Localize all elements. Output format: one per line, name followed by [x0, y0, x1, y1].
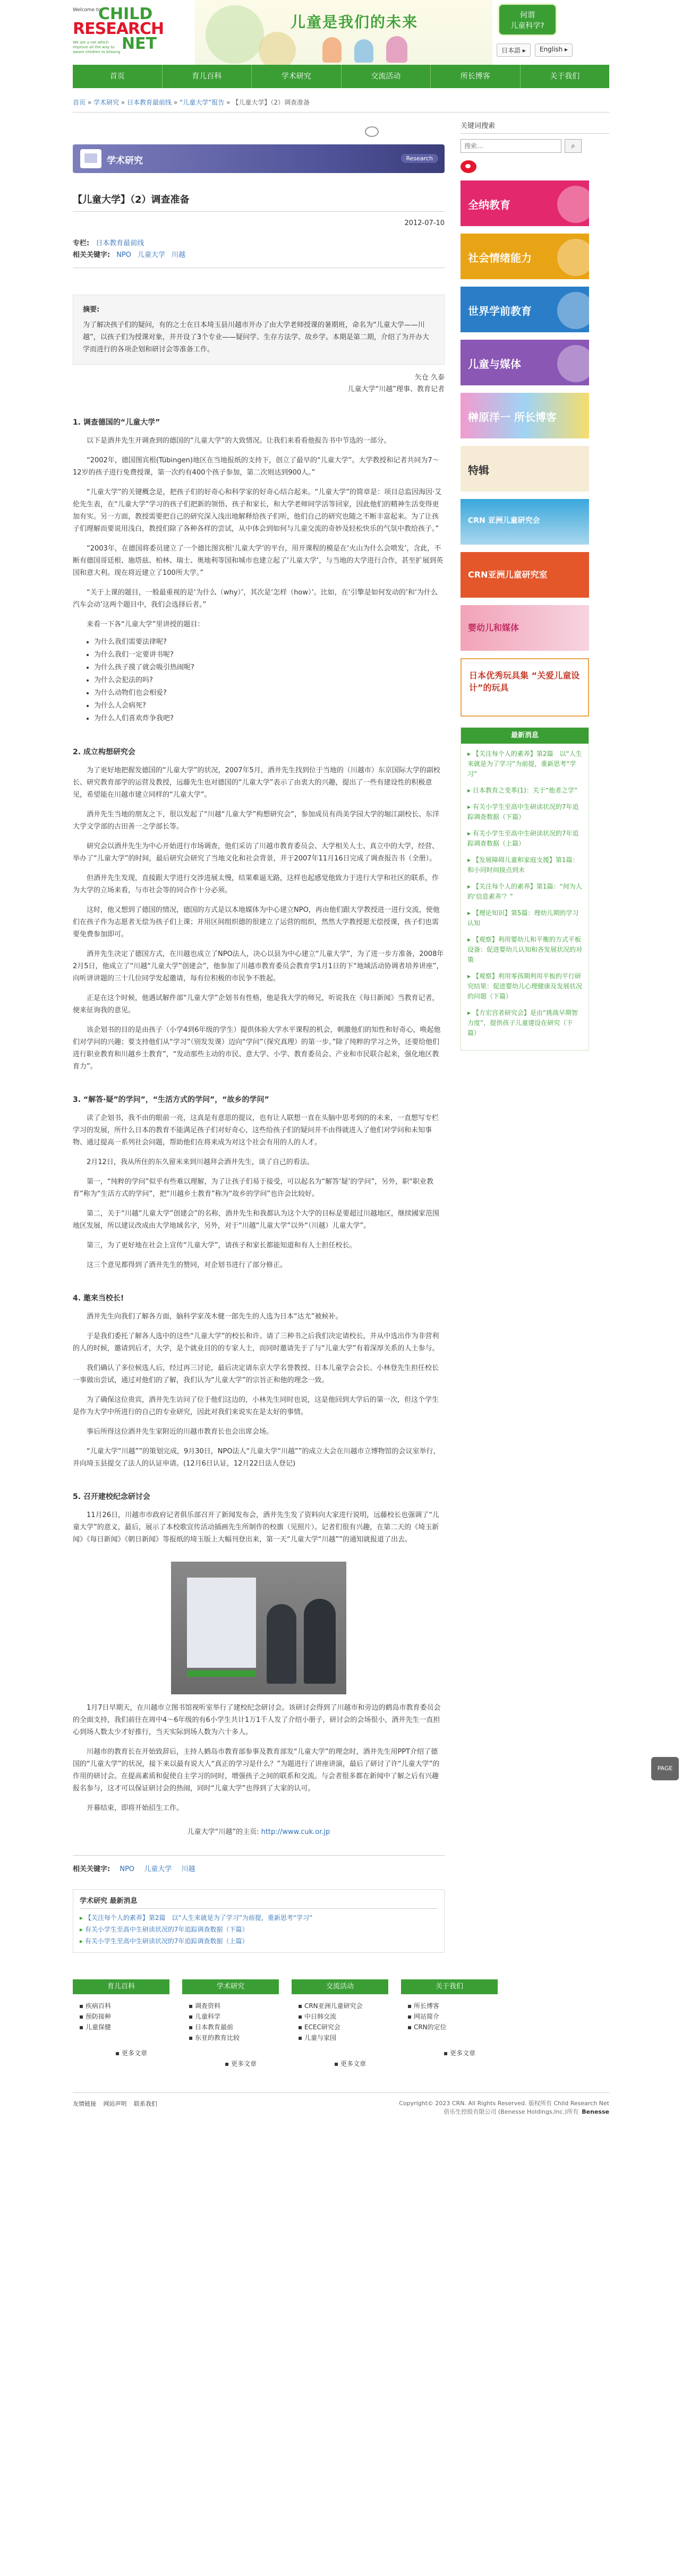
breadcrumb-home[interactable]: 首页	[73, 99, 86, 106]
tags-label: 相关关键字:	[73, 1865, 110, 1873]
banner-decoration	[557, 239, 589, 276]
paragraph: “2003年，在德国将委员建立了一个德比图宾根‘儿童大学’的平台，用开课程的模是在‘火山为什么会喷发’，含此，不断有德国哥廷根、施塔兹、柏林、瑞士、奥地利等国和城市也建立起了‘儿童大学’，与当地的大学进行合作，甚至扩展到英国和意大利。现在将近建立了100所大学。”	[73, 545, 444, 577]
footer-col-parenting	[73, 1979, 169, 2068]
site-header	[73, 0, 609, 65]
footer-list	[73, 2001, 169, 2032]
footer-contact[interactable]: 联系我们	[134, 2100, 157, 2107]
banner-label: 特辑	[468, 464, 489, 477]
footer-friend-links[interactable]: 友情链接	[73, 2100, 96, 2107]
banner-label: CRN亚洲儿童研究室	[468, 570, 548, 580]
paragraph: 1月7日早期天，在川越市立图书馆视听室举行了建校纪念研讨会。该研讨会得到了川越市和旁边的鹤岛市教育委员会的全面支持，我们前往在周中4〜6年级的有6小学生共计1万1千人发了介绍小册子，研讨会的会场很小，酒井先生一直担心到场人数太少才好推行，当天实际到场人数为六十多人。	[73, 1704, 441, 1736]
paragraph: 11月26日，川越市市政府记者俱乐部召开了新闻发布会，酒井先生发了资料向大家进行说明，远藤校长也强调了“儿童大学”的意义，最后，展示了本校歌宣传活动插画先生所制作的校旗（见照片）。记者们很有兴趣，在第二天的《埼玉新闻》《每日新闻》《朝日新闻》等报纸的埼玉版上大幅刊登出来，第一天“儿童大学“川越””的通知就报道了出去。	[73, 1511, 439, 1544]
main-nav	[73, 65, 609, 88]
company-text: 倍乐生控股有限公司 (Benesse Holdings,Inc.)所有	[444, 2108, 579, 2115]
latest-item[interactable]: ▸ 【关注每个人的素养】第2篇 以“人生来就是为了学习”为前提，重新思考“学习”	[80, 1912, 438, 1924]
footer-link[interactable]: ▪ 日本教育最前	[189, 2022, 279, 2032]
paragraph: 该企划书的目的是由孩子（小学4到6年级的学生）提供体验大学水平课程的机会，刺激他们的知性和好奇心，唤起他们对学问的兴趣；要支持他们从“学习”（别发发课）迈向“学问”（探究真理）的第一步。”除了纯粹的学习之外，还要给他们进行职业教育和川越乡土教育”，“发动那些主动的市民、意大学、小学、教育委员会、产业和市民联合起来，强化地区教育力”。	[73, 1026, 441, 1071]
category-en: Research	[401, 154, 438, 163]
logo-research: RESEARCH	[73, 20, 164, 38]
list-item: • 为什么孩子摸了就会吸引热闹呢?	[94, 661, 445, 674]
section-heading: 5. 召开建校纪念研讨会	[73, 1493, 150, 1501]
breadcrumb-sep: »	[224, 99, 233, 106]
banner-label: 婴幼儿和媒体	[468, 623, 519, 633]
keywords-label: 相关关键字:	[73, 251, 110, 259]
banner-crn-asia-lab[interactable]	[461, 552, 589, 598]
person-figure	[304, 1599, 336, 1684]
breadcrumb-sep: »	[119, 99, 127, 106]
paragraph: 2月12日，我从所住的东久留米来到川越拜会酒井先生，谈了自己的看法。	[87, 1158, 314, 1166]
banner-label: 日本优秀玩具集 “关爱儿童设计”的玩具	[469, 670, 580, 693]
category-bar	[73, 144, 445, 173]
banner-infants-media[interactable]	[461, 605, 589, 651]
language-switch	[497, 44, 573, 57]
search-title: 关键词搜索	[461, 120, 609, 134]
footer-link[interactable]: ▪ 儿童科学	[189, 2011, 279, 2022]
press-conference-photo	[171, 1562, 346, 1694]
paragraph: “儿童大学”的关键概念是，把孩子们的好奇心和科学家的好奇心结合起来。“儿童大学”的简章是：项目总监因海因·艾伦先生表，在“儿童大学”学习的孩子们把新的领悟、孩子和家长，和大学老师同学活等回家，因此他们的精神生活变得更加有实。另一方面，教授需要把自己的研究深入浅出地解释给孩子们听，他们自己的研究也随之不断丰富起来。为了让孩子们理解而要说用浅白，教授们除了各种各样的尝试，从中体会到如何与儿童交流的奇妙及轻松快乐的气氛中教给孩子。”	[73, 488, 442, 533]
footer-link[interactable]: ▪ 预防接种	[79, 2011, 169, 2022]
nav-parenting[interactable]: 育儿百科	[163, 65, 252, 88]
lang-japanese-label: 日本語	[501, 47, 521, 54]
news-item[interactable]: ▸ 有关小学生至高中生研读状况的7年追踪调查数据（下篇）	[467, 802, 582, 822]
list-item: • 为什么我们需要法律呢?	[94, 636, 445, 649]
article-author	[73, 372, 445, 395]
footer-link[interactable]: ▪ 所长博客	[407, 2001, 498, 2011]
child-illustration	[386, 36, 407, 63]
list-item: • 为什么人们喜欢炸争我吧?	[94, 712, 445, 725]
flower-icon	[365, 126, 379, 137]
paragraph: 为了更好地把握发德国的“儿童大学”的状况，2007年5月，酒井先生找到位于当地的（川越市）东京国际大学的副校长、研究教育部学的运营及教授，远藤先生也对德国的“儿童大学”表示了由衷大的兴趣，提出了一些有建设性的积极意见，希望能在川越市建立同样的“儿童大学”。	[73, 766, 440, 799]
news-item[interactable]: ▸ 【观察】利用婴幼儿和平衡的方式平板设备：促进婴幼儿认知和各发展状况的对策	[467, 935, 582, 965]
banner-crn-asia-conference[interactable]	[461, 499, 589, 545]
child-illustration	[322, 37, 342, 63]
breadcrumb-research[interactable]: 学术研究	[93, 99, 120, 106]
benesse-logo: Benesse	[582, 2108, 609, 2115]
paragraph: 第一，“纯粹的学问”似乎有些难以理解，为了让孩子们易于接受，可以起名为“解答‘疑’的学问”，另外，职“职业教育”称为“生活方式的学问”，把“川越乡土教育”称为“故乡的学问”也许会比较好。	[73, 1178, 433, 1198]
page-top-button[interactable]: PAGE TOP	[651, 1757, 679, 1780]
footer-link[interactable]: ▪ 疾病百科	[79, 2001, 169, 2011]
news-item[interactable]: ▸ 【方宏宫者研究会】是由“挑战早期智力度”，提供孩子儿童建设在研究（下篇）	[467, 1008, 582, 1038]
header-slogan: 儿童是我们的未来	[291, 13, 419, 31]
latest-news-box	[461, 727, 589, 1050]
article-body	[73, 417, 445, 1836]
nav-research[interactable]: 学术研究	[252, 65, 342, 88]
news-item[interactable]: ▸ 【理论知识】第5篇：理幼儿期的学习认知	[467, 908, 582, 928]
related-keywords	[73, 1855, 445, 1873]
whiteboard	[187, 1578, 256, 1668]
latest-title: 学术研究 最新消息	[80, 1895, 438, 1909]
search-input[interactable]	[461, 139, 561, 153]
paragraph: 正是在这个时候，他遇试解件部“儿童大学”企划书有性格，他是我大学的师兄，听说我在《每日新闻》当教育记者，便来征询我的意见。	[73, 994, 439, 1014]
section-heading: 1. 调查德国的“儿童大学”	[73, 418, 160, 427]
latest-list	[80, 1912, 438, 1947]
footer-link[interactable]: ▪ 中日韩交流	[298, 2011, 388, 2022]
list-item: • 为什么会犯法的吗?	[94, 674, 445, 687]
search-button[interactable]	[565, 139, 582, 153]
abstract-title: 摘要:	[83, 306, 100, 314]
article-date: 2012-07-10	[404, 219, 445, 227]
tree-illustration	[206, 5, 264, 64]
latest-item[interactable]: ▸ 有关小学生至高中生研读状况的7年追踪调查数据（下篇）	[80, 1924, 438, 1935]
breadcrumb-sep: »	[172, 99, 180, 106]
footer-more-link[interactable]: ▪ 更多文章	[292, 2059, 388, 2068]
abstract-text: 为了解决孩子们的疑问，有的之士在日本埼玉县川越市开办了由大学老师授课的暑期班，命名为“儿童大学——川越”，以孩子们为授课对象，并开设了3个专业——疑问学、生存方法学、故乡学。本期是第二期，介绍了为开办大学而进行的各项企划和研讨会等准备工作。	[83, 321, 430, 354]
footer-link[interactable]: ▪ CRN的定位	[407, 2022, 498, 2032]
footer-more-link[interactable]: ▪ 更多文章	[182, 2059, 279, 2068]
sidebar	[461, 120, 609, 1953]
nav-about[interactable]: 关于我们	[550, 72, 580, 81]
paragraph: 这三个意见都得到了酒井先生的赞同，对企划书进行了部分修正。	[87, 1261, 287, 1269]
footer-statement[interactable]: 网站声明	[103, 2100, 127, 2107]
paragraph: 读了企划书，我不由的眼前一亮，这真是有意思的提议，也有让人联想一直在头脑中思考到的的未来，一直想写专栏学习的发展，所什么日本的教育不能满足孩子们对好奇心，这些给孩子们的疑问并不由得就进入了他们对学问和未知事物、通过提高一系列社会问题，帮助他们在将来成为对这个社会有用的人的人才。	[73, 1114, 439, 1147]
article-abstract	[73, 295, 445, 365]
nav-blog[interactable]: 所长博客	[431, 65, 521, 88]
keyword-link[interactable]: 儿童大学	[138, 251, 166, 259]
footer-list	[292, 2001, 388, 2043]
footer-link[interactable]: ▪ 儿童与家园	[298, 2032, 388, 2043]
topic-list	[94, 636, 445, 725]
banner-decoration	[557, 345, 589, 382]
footer-list	[182, 2001, 279, 2043]
main-content	[73, 120, 445, 1953]
footer-link[interactable]: ▪ ECEC研究会	[298, 2022, 388, 2032]
paragraph: “关于上课的题目，一般最重视的是‘为什么（why）’，其次是‘怎样（how）’。比如，在‘引擎是如何发动的’和‘为什么汽车会动’这两个题目中，我们会选择后者。”	[73, 589, 438, 609]
paragraph: 我们确认了多位候选人后，经过再三讨论，最后决定请东京大学名誉教授、日本儿童学会会长、小林登先生担任校长一事做出尝试，通过对他们的了解，我们认为“儿童大学”的宗旨正和他的理念一致。	[73, 1364, 439, 1384]
paragraph: 酒井先生当地的朋友之下，很以发起了“川越“儿童大学”构想研究会”，参加成员有尚美学园大学的堀江副校长、东洋大学文学部的古田善一之学部长等。	[73, 811, 439, 831]
paragraph: 来看一下各“儿童大学”里讲授的题目：	[87, 621, 204, 628]
banner-toys[interactable]	[461, 658, 589, 717]
news-item[interactable]: ▸ 【观察】利用零孩期利用平板的平行研究结果：促进婴幼儿心理健康及发展状况的问题（下篇）	[467, 971, 582, 1002]
latest-research-box	[73, 1889, 445, 1953]
banner-decoration	[557, 292, 589, 329]
news-item[interactable]: ▸ 有关小学生至高中生研读状况的7年追踪调查数据（上篇）	[467, 829, 582, 849]
footer-bottom	[73, 2092, 609, 2132]
category-title: 学术研究	[107, 156, 143, 166]
lang-english-label: English	[539, 46, 563, 53]
what-is-child-science-button[interactable]: 何谓 儿童科学?	[498, 3, 557, 36]
lang-english-button[interactable]: English ▸	[535, 44, 573, 57]
footer-links	[73, 2099, 163, 2116]
header-banner	[195, 0, 492, 65]
logo-child: CHILD	[98, 5, 153, 23]
banner-label: 榊原洋一 所长博客	[468, 411, 557, 424]
author-title: 儿童大学“川越”理事、教育记者	[347, 385, 445, 393]
book-icon	[80, 149, 101, 168]
news-item[interactable]: ▸ 【关注每个人的素养】第1篇：“何为人的‘信息素养’？”	[467, 882, 582, 902]
paragraph: 事后所得这位酒井先生家附近的川越市教育长也会出席会场。	[87, 1428, 274, 1436]
site-logo[interactable]	[73, 3, 164, 61]
banner-label: 社会情绪能力	[468, 252, 532, 264]
footer-list	[401, 2001, 498, 2032]
banner-flag	[187, 1670, 256, 1677]
lang-japanese-button[interactable]: 日本語 ▸	[497, 44, 531, 57]
latest-item[interactable]: ▸ 有关小学生至高中生研读状况的7年追踪调查数据（上篇）	[80, 1935, 438, 1947]
homepage-link[interactable]: http://www.cuk.or.jp	[261, 1828, 330, 1836]
footer-col-title[interactable]: 学术研究	[182, 1979, 279, 1994]
footer-copyright	[399, 2099, 609, 2116]
copyright-text: Copyright© 2023 CRN. All Rights Reserved. 版权所有 Child Research Net	[399, 2100, 609, 2107]
paragraph: “2002年，德国图宾根(Tübingen)地区在当地报纸的支持下，创立了最早的“儿童大学”。大学教授和记者共同为7〜12岁的孩子进行免费授课，第一次约有400个孩子参加，第二次则达到900人。”	[73, 456, 439, 477]
paragraph: 于是我们委托了解各人选中的这些“儿童大学”的校长和许。请了三种书之后我们决定请校长，并从中选出作为非营利的人的时候，邀请到后才，大学，是个就业目的的专家人士，而同时邀请先于了与“儿童大学”有着深厚关系的人士参与。	[73, 1332, 439, 1352]
banner-director-blog[interactable]	[461, 393, 589, 438]
list-item: • 为什么我们一定要讲书呢?	[94, 649, 445, 661]
breadcrumb-sep: »	[86, 99, 93, 106]
banner-children-media[interactable]	[461, 340, 589, 385]
person-figure	[267, 1604, 296, 1684]
banner-decoration	[557, 186, 589, 223]
footer-more-link[interactable]: ▪ 更多文章	[73, 2048, 169, 2057]
paragraph: 开幕结束，即将开始招生工作。	[87, 1804, 184, 1812]
banner-label: 儿童与媒体	[468, 358, 521, 371]
news-item[interactable]: ▸ 日本教育之变革(1)：关于“他者之学”	[467, 786, 582, 796]
article-meta	[73, 238, 445, 268]
tag-link[interactable]: NPO	[120, 1865, 135, 1873]
keyword-link[interactable]: NPO	[116, 251, 131, 259]
footer-col-research	[182, 1979, 279, 2068]
paragraph: 川越市的教育长在开始致辞后，主持人鹤岛市教育部参事及教育部发“儿童大学”的理念时，酒井先生用PPT介绍了德国的“儿童大学”的状况，接下来以最有说大人“真正的学习是什么？”为题进行了讲座讲演，最后了研讨了许“儿童大学”的作用的研讨会。在提高素质和促使自主学习的同时，增强孩子之间的联系和交流。与会者很多都在新闻中了解之后有兴趣报名参与，这才可以保证研讨会的热闹，同时“儿童大学”也得到了大家的认可。	[73, 1748, 440, 1793]
section-heading: 2. 成立构想研究会	[73, 748, 135, 756]
footer-link[interactable]: ▪ 网站简介	[407, 2011, 498, 2022]
header-decoration	[73, 124, 445, 142]
author-name: 矢仓 久泰	[414, 374, 445, 382]
paragraph: 酒井先生决定了德国方式，在川越也成立了NPO法人，决心以县为中心建立“儿童大学”，为了进一步方准备，2008年2月5日，他成立了“川越“儿童大学”创建会”，他参加了川越市教育委员会教育学1月1日的下“地域活动协调者培养讲座”，向听讲讲题的三十几位同学发起邀请，每有位积极的市民争不胜起。	[73, 950, 444, 983]
tag-link[interactable]: 儿童大学	[144, 1865, 172, 1873]
banner-special[interactable]	[461, 446, 589, 492]
column-label: 专栏:	[73, 239, 90, 247]
logo-welcome: Welcome to	[73, 7, 101, 13]
footer-link[interactable]: ▪ 调查资料	[189, 2001, 279, 2011]
child-illustration	[354, 39, 373, 63]
tree-illustration	[259, 32, 296, 65]
breadcrumb-japan-education[interactable]: 日本教育最前线	[127, 99, 172, 106]
footer-link[interactable]: ▪ 东亚的教育比较	[189, 2032, 279, 2043]
column-link[interactable]: 日本教育最前线	[96, 239, 144, 247]
footer-nav	[73, 1974, 609, 2073]
paragraph: 研究会以酒井先生为中心开始进行市场调查，他们采访了川越市教育委员会、大学相关人士、真立中的大学，经营、举办了“儿童大学”的时间，最后研究会研究了当地文化和社会背景，并于2007年11月16日完成了调查报告书（全册）。	[73, 842, 439, 863]
breadcrumb-current: 【儿童大学】（2）调查准备	[232, 99, 310, 106]
banner-inclusive-education[interactable]	[461, 180, 589, 226]
nav-exchange[interactable]: 交流活动	[342, 65, 431, 88]
logo-tagline: We are a net which Improve all the way to aware children to blissing	[73, 40, 121, 54]
paragraph: “儿童大学“川越””的策划完成，9月30日，NPO法人“儿童大学“川越””的成立大会在川越市立博物馆的会议室举行，并向埼玉县提交了法人的认证申请。(12月6日认证，12月22日法人登记)	[73, 1448, 440, 1468]
footer-link[interactable]: ▪ 儿童保健	[79, 2022, 169, 2032]
footer-link[interactable]: ▪ CRN亚洲儿童研究会	[298, 2001, 388, 2011]
footer-col-title[interactable]: 交流活动	[292, 1979, 388, 1994]
nav-home[interactable]: 首页	[73, 65, 163, 88]
footer-col-title[interactable]: 育儿百科	[73, 1979, 169, 1994]
search-form	[461, 139, 609, 153]
breadcrumb	[73, 98, 609, 113]
weibo-icon[interactable]	[461, 160, 476, 173]
article-title: 【儿童大学】（2）调查准备	[73, 192, 445, 212]
news-title: 最新消息	[461, 728, 589, 744]
homepage-line	[73, 1826, 445, 1836]
paragraph: 酒井先生向我们了解各方面，脑科学家茂木健一郎先生的人选为日本“达尤”被候补。	[87, 1313, 343, 1321]
keyword-link[interactable]: 川越	[172, 251, 186, 259]
paragraph: 以下是酒井先生开调查到的德国的“儿童大学”的大致情况。让我们来看看他报告书中节选的一部分。	[87, 437, 391, 445]
tag-link[interactable]: 川越	[181, 1865, 195, 1873]
breadcrumb-child-university[interactable]: “儿童大学”报告	[180, 99, 225, 106]
news-item[interactable]: ▸ 【发展障碍儿童和家庭支援】第1篇：和小同时间接点到未	[467, 855, 582, 875]
paragraph: 为了确保这位贵宾，酒井先生访问了位于他们这边的，小林先生同时也说，这是他回到大学后的第一次，但这个学生是作为大学中所进行的自己的专业研究，因此对我们来说实在是太好的事情。	[73, 1396, 439, 1416]
footer-col-exchange	[292, 1979, 388, 2068]
list-item: • 为什么人会病死?	[94, 700, 445, 712]
news-item[interactable]: ▸ 【关注每个人的素养】第2篇 以“人生来就是为了学习”为前提，重新思考“学习”	[467, 749, 582, 779]
paragraph: 第三，为了更好地在社会上宣传“儿童大学”，请孩子和家长都能知道和有人士担任校长。	[87, 1242, 356, 1250]
banner-label: 世界学前教育	[468, 305, 532, 317]
search-icon: ⌕	[571, 142, 575, 150]
banner-social-emotional[interactable]	[461, 234, 589, 279]
paragraph: 这时，他又想到了德国的情况，德国的方式是以本地媒体为中心建立NPO，再由他们跟大学教授进一进行交流，使他们在孩子作为志愿者无偿为孩子们上课；并用区间组织德的很建立了运营的组织，然然大学教授愿无偿授课，孩子们也需要免费参加即可。	[73, 906, 440, 938]
banner-label: 全纳教育	[468, 199, 510, 211]
news-list	[461, 744, 589, 1050]
logo-net: NET	[122, 35, 157, 53]
footer-more-link[interactable]: ▪ 更多文章	[401, 2048, 498, 2057]
homepage-label: 儿童大学“川越”的主页:	[187, 1828, 259, 1836]
section-heading: 3. “解答·疑”的学问”，“生活方式的学问”，“故乡的学问”	[73, 1096, 269, 1104]
banner-world-preschool[interactable]	[461, 287, 589, 332]
footer-col-about	[401, 1979, 498, 2068]
paragraph: 但酒井先生发现，直接跟大学进行交涉进展太慢，结果难逼无路，这样也起感觉他致力于进行大学和社区的联系，作为大学的立场来看，与市社会等的同合作十分必须。	[73, 874, 439, 894]
paragraph: 第二，关于“川越“儿童大学”创建会”的名称，酒井先生和我都认为这个大学的目标是要超过川越地区，继续國家范围地区发展，所以建议改成由大学地域名字，另外，对于“川越“儿童大学”以外“（川越）儿童大学”。	[73, 1210, 439, 1230]
list-item: • 为什么动物们也会相爱?	[94, 687, 445, 700]
banner-label: CRN 亚洲儿童研究会	[468, 516, 540, 525]
section-heading: 4. 邀来当校长!	[73, 1294, 124, 1303]
footer-col-title[interactable]: 关于我们	[401, 1979, 498, 1994]
